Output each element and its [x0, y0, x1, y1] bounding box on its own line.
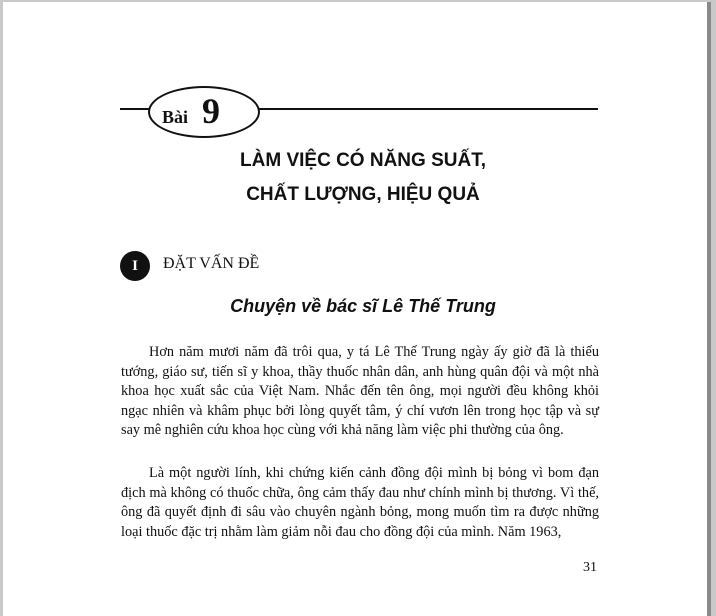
lesson-title-line-1: LÀM VIỆC CÓ NĂNG SUẤT,	[240, 150, 486, 171]
body-paragraph	[121, 343, 599, 441]
story-title: Chuyện về bác sĩ Lê Thế Trung	[230, 296, 496, 316]
document-page	[3, 2, 711, 616]
page-number: 31	[583, 560, 597, 575]
lesson-title-line-2: CHẤT LƯỢNG, HIỆU QUẢ	[246, 184, 480, 205]
section-heading: ĐẶT VẤN ĐỀ	[163, 255, 260, 272]
lesson-number: 9	[202, 91, 220, 131]
body-paragraph	[121, 464, 599, 542]
page-edge-shadow	[707, 2, 711, 616]
paragraph-text: Là một người lính, khi chứng kiến cảnh đồng đội mình bị bỏng vì bom đạn địch mà không có thuốc chữa, ông cảm thấy đau như chính mình bị thương. Vì thế, ông đã quyết định đi sâu vào chuyên ngành bỏng, mong muốn tìm ra được những loại thuốc đặc trị nhằm làm giảm nỗi đau cho đồng đội của mình. Năm 1963,	[121, 465, 599, 540]
paragraph-text: Hơn năm mươi năm đã trôi qua, y tá Lê Thế Trung ngày ấy giờ đã là thiếu tướng, giáo sư, tiến sĩ y khoa, thầy thuốc nhân dân, anh hùng quân đội và một nhà khoa học xuất sắc của Việt Nam. Nhắc đến tên ông, mọi người đều không khỏi ngạc nhiên và khâm phục bởi lòng quyết tâm, ý chí vươn lên trong học tập và sự say mê nghiên cứu khoa học cùng với khả năng làm việc phi thường của ông.	[121, 344, 599, 439]
section-numeral-badge: I	[120, 251, 150, 281]
lesson-label: Bài	[162, 107, 189, 127]
